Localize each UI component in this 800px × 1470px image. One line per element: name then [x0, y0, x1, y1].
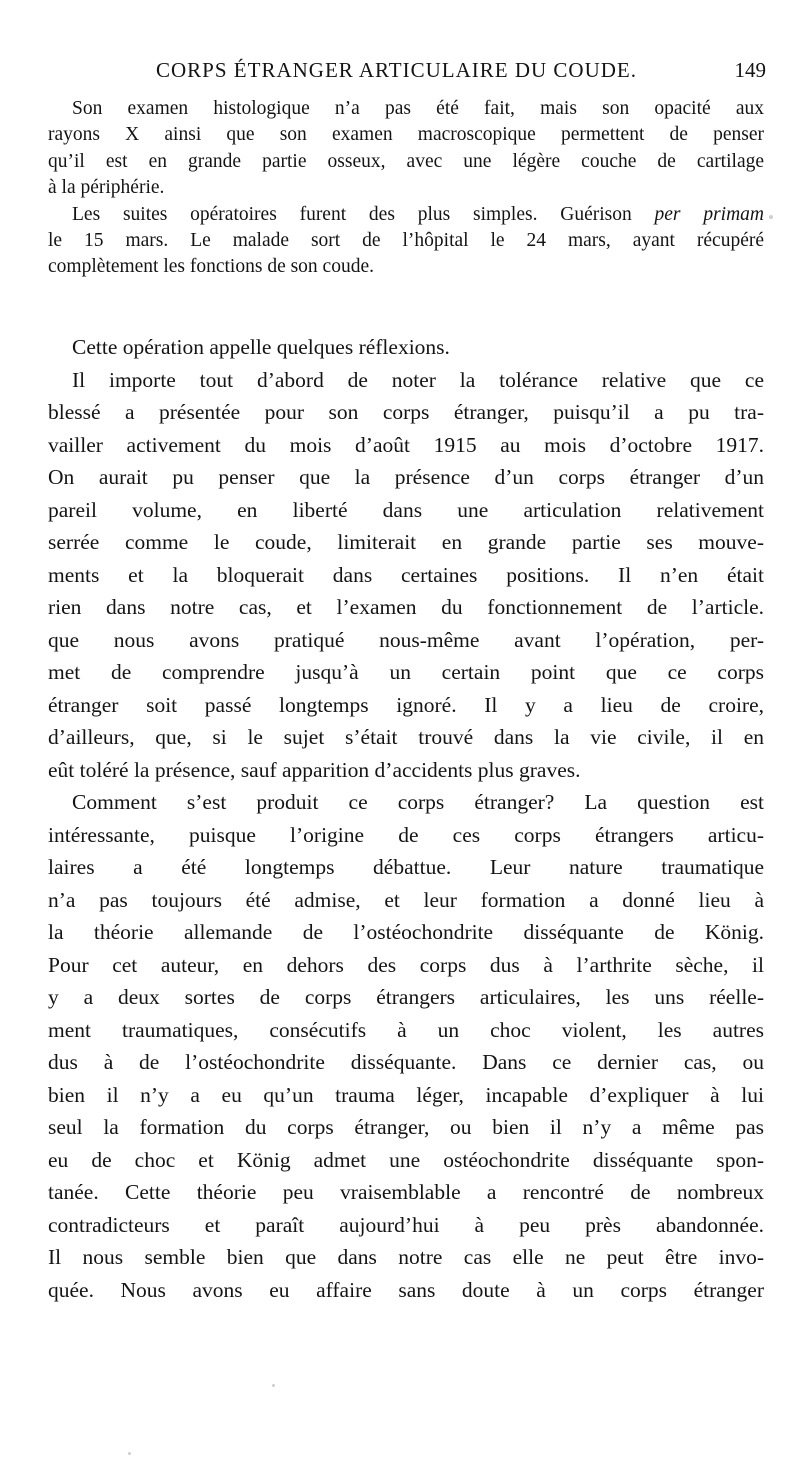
- text-line: qu’il est en grande partie osseux, avec une légère couche de cartilage: [48, 150, 764, 172]
- paragraph-reflections: [48, 331, 764, 364]
- text-line: bien il n’y a eu qu’un trauma léger, incapable d’expliquer à lui: [48, 1082, 764, 1107]
- text-line: dus à de l’ostéochondrite disséquante. Dans ce dernier cas, ou: [48, 1050, 764, 1074]
- text-line: serrée comme le coude, limiterait en grande partie ses mouve-: [48, 530, 764, 554]
- text-line: intéressante, puisque l’origine de ces corps étrangers articu-: [48, 822, 764, 847]
- text-line: seul la formation du corps étranger, ou bien il n’y a même pas: [48, 1115, 764, 1139]
- text-line: On aurait pu penser que la présence d’un corps étranger d’un: [48, 465, 764, 489]
- text-line: Cette opération appelle quelques réflexions.: [72, 335, 450, 359]
- text-line: Il importe tout d’abord de noter la tolérance relative que ce: [72, 367, 764, 392]
- running-title: CORPS ÉTRANGER ARTICULAIRE DU COUDE.: [156, 58, 638, 82]
- text-line: rien dans notre cas, et l’examen du fonctionnement de l’article.: [48, 595, 764, 619]
- paragraph-origin: [48, 786, 764, 1306]
- paragraph-postoperative: [48, 202, 764, 281]
- text-line: Son examen histologique n’a pas été fait, mais son opacité aux: [72, 98, 764, 119]
- paper-speck: [272, 1384, 275, 1387]
- paper-speck: [769, 215, 773, 219]
- text-line: tanée. Cette théorie peu vraisemblable a rencontré de nombreux: [48, 1180, 764, 1204]
- text-line: Comment s’est produit ce corps étranger? La question est: [72, 790, 764, 814]
- text-line: étranger soit passé longtemps ignoré. Il y a lieu de croire,: [48, 692, 764, 717]
- text-line: [48, 202, 764, 228]
- text-line: vailler activement du mois d’août 1915 au mois d’octobre 1917.: [48, 432, 764, 457]
- text-line: la théorie allemande de l’ostéochondrite disséquante de König.: [48, 920, 764, 944]
- text-line: Il nous semble bien que dans notre cas elle ne peut être invo-: [48, 1245, 764, 1269]
- text-line: eu de choc et König admet une ostéochondrite disséquante spon-: [48, 1147, 764, 1172]
- text-line: ments et la bloquerait dans certaines positions. Il n’en était: [48, 562, 764, 587]
- paper-speck: [128, 1452, 131, 1455]
- paragraph-histology: [48, 96, 764, 202]
- page-number: 149: [734, 58, 766, 82]
- text-line: complètement les fonctions de son coude.: [48, 256, 374, 278]
- text-run: Les suites opératoires furent des plus simples. Guérison: [72, 203, 655, 225]
- text-line: rayons X ainsi que son examen macroscopique permettent de penser: [48, 124, 764, 146]
- text-line: quée. Nous avons eu affaire sans doute à un corps étranger: [48, 1277, 764, 1302]
- text-line: y a deux sortes de corps étrangers articulaires, les uns réelle-: [48, 985, 764, 1009]
- text-line: ment traumatiques, consécutifs à un choc violent, les autres: [48, 1017, 764, 1042]
- running-head: [48, 58, 770, 86]
- text-line: le 15 mars. Le malade sort de l’hôpital le 24 mars, ayant récupéré: [48, 230, 764, 252]
- text-line: contradicteurs et paraît aujourd’hui à peu près abandonnée.: [48, 1212, 764, 1237]
- text-line: d’ailleurs, que, si le sujet s’était trouvé dans la vie civile, il en: [48, 725, 764, 749]
- text-block-small: [48, 96, 764, 281]
- text-line: pareil volume, en liberté dans une articulation relativement: [48, 497, 764, 522]
- italic-phrase: per primam: [654, 203, 764, 225]
- text-block-main: [48, 331, 764, 1306]
- text-line: eût toléré la présence, sauf apparition d’accidents plus graves.: [48, 757, 581, 782]
- paragraph-tolerance: [48, 364, 764, 787]
- text-line: à la périphérie.: [48, 177, 165, 199]
- text-line: Pour cet auteur, en dehors des corps dus à l’arthrite sèche, il: [48, 952, 764, 977]
- text-line: laires a été longtemps débattue. Leur nature traumatique: [48, 855, 764, 879]
- text-line: n’a pas toujours été admise, et leur formation a donné lieu à: [48, 887, 764, 912]
- text-line: met de comprendre jusqu’à un certain point que ce corps: [48, 660, 764, 684]
- text-line: que nous avons pratiqué nous-même avant l’opération, per-: [48, 627, 764, 652]
- text-line: blessé a présentée pour son corps étranger, puisqu’il a pu tra-: [48, 400, 764, 424]
